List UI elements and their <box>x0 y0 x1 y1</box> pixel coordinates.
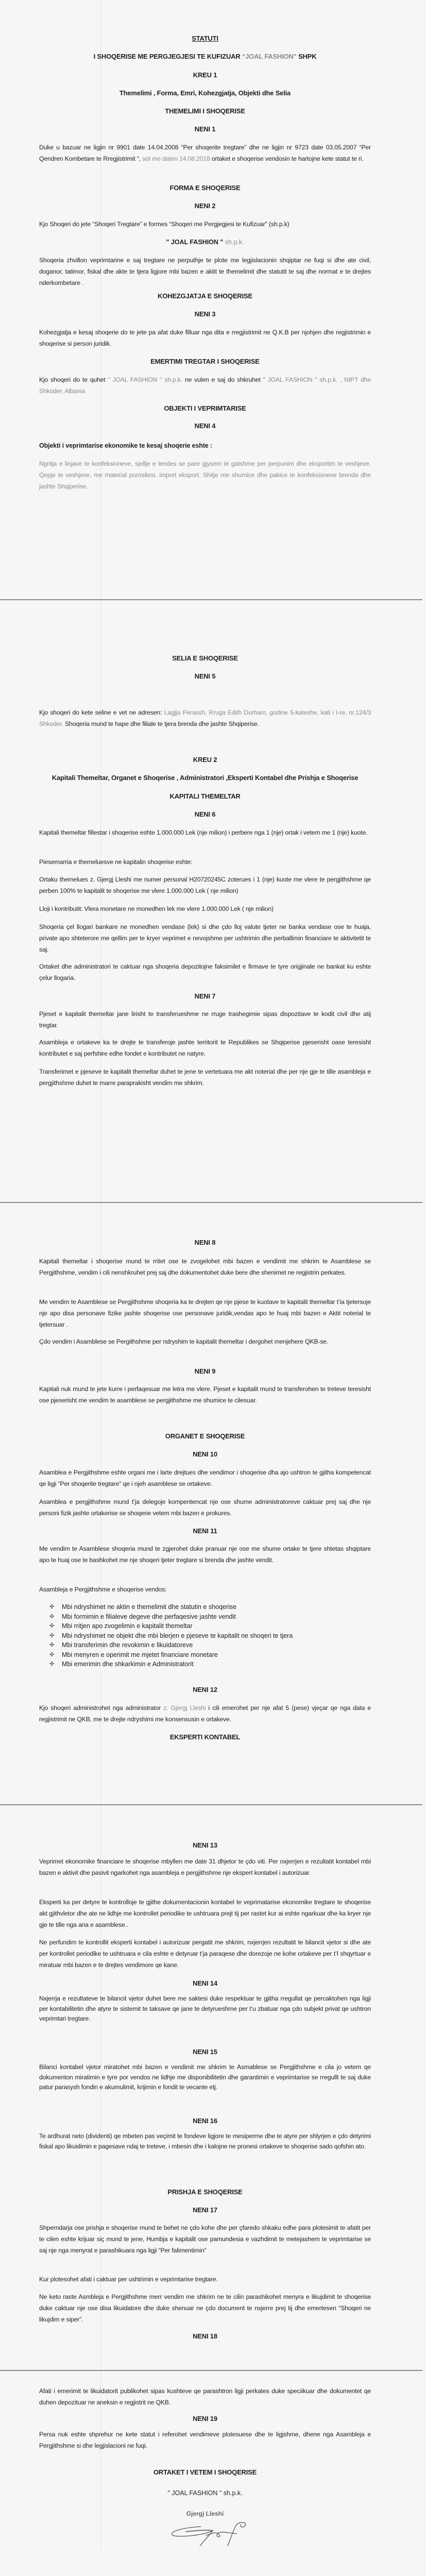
diamond-bullet-icon: ✣ <box>49 1661 55 1667</box>
article-heading: NENI 11 <box>193 1527 217 1535</box>
article-paragraph: Kapitali themeltar i shoqerise mund te rritet ose te zvogelohet mbi bazen e vendimit me shkrim te Asamblese se Pergjithshme, vendim i cili nenshkruhet prej saj dhe dokumentohet duke bere dhe shenimet ne regjistrin perkates. <box>39 1258 371 1276</box>
list-item-text: Mbi transferimin dhe revokimin e likuidatoreve <box>62 1641 193 1649</box>
text: ortaket e shoqerise vendosin te hartojne kete statut te ri. <box>210 155 364 162</box>
administrator-name: z. Gjergj Lleshi <box>163 1704 206 1711</box>
section-heading: SELIA E SHOQERISE <box>172 654 238 662</box>
article-paragraph: Asambleja e ortakeve ka te drejte te transferoje jashte territorit te Republikes se Shqiperise pjeserisht oase teresisht kontributet e saj perfshire edhe fondet e kontributet ne natyre. <box>39 1039 371 1057</box>
section-heading: KOHEZGJATJA E SHOQERISE <box>158 292 252 300</box>
diamond-bullet-icon: ✣ <box>49 1623 55 1629</box>
company-name: “JOAL FASHION" <box>242 53 297 60</box>
article-heading: NENI 9 <box>194 1367 216 1375</box>
text: i cili emerohet per nje afat 5 (pese) vjeçar qe nga data e regjistrimit ne QKB, me te drejte ndryshimi me konsensusin e ortakeve. <box>39 1704 371 1723</box>
article-paragraph: Ortaket dhe administratori te caktuar nga shoqeria depozitojne faksimilet e firmave te tyre origjinale ne bankat ku eshte çelur llogaria. <box>39 963 371 981</box>
section-heading: ORGANET E SHOQERISE <box>165 1432 245 1440</box>
chapter-title: Kapitali Themeltar, Organet e Shoqerise , Administratori ,Eksperti Kontabel dhe Prishja e Shoqerise <box>52 774 359 782</box>
list-item-text: Mbi menyren e operimit me mjetet financiare monetare <box>62 1651 218 1658</box>
article-heading: NENI 6 <box>194 810 216 818</box>
section-heading: THEMELIMI I SHOQERISE <box>165 107 245 115</box>
list-item-text: Mbi emerimin dhe shkarkimin e Administratorit <box>62 1660 194 1668</box>
list-item-text: Mbi ndryshimet ne objekt dhe mbi blerjen e pjeseve te kapitalit ne shoqeri te tjera <box>62 1632 293 1639</box>
article-heading: NENI 18 <box>193 2332 217 2340</box>
subtitle-text: I SHOQERISE ME PERGJEGJESI TE KUFIZUAR <box>93 53 242 60</box>
article-paragraph: Transferimet e pjeseve te kapitalit themeltar duhet te jene te vertetuara me akt noterial dhe per nje gje te tille asambleja e pergjithshme duhet te marre paraprakisht vendim me shkrim. <box>39 1068 371 1087</box>
article-paragraph <box>39 142 371 164</box>
page-break <box>0 1804 422 1805</box>
company-name-line: " JOAL FASHION " sh.p.k. <box>167 2489 243 2497</box>
section-heading: EMERTIMI TREGTAR I SHOQERISE <box>150 358 260 365</box>
section-heading: PRISHJA E SHOQERISE <box>167 2188 243 2196</box>
article-paragraph: Persa nuk eshte shprehur ne kete statut i referohet vendimeve plotesuese dhe te ligjshme, dhene nga Asambleja e Pergjithshme si dhe legjislacioni ne fuqi. <box>39 2431 371 2449</box>
document-subtitle <box>39 52 371 61</box>
article-paragraph: Nxjerrja e rezultateve te bilancit vjetor duhet bere me saktesi duke respektuar te gjitha rregullat qe percaktohen nga ligji per kontabilitetin dhe atyre te sistemit te taksave qe jane te detyrueshme per t’u zbatuar nga çdo subjekt privat qe ushtron veprimtari tregtare. <box>39 1995 371 2022</box>
section-heading: FORMA E SHOQERISE <box>169 184 241 192</box>
article-heading: NENI 15 <box>193 2048 217 2056</box>
article-paragraph: Lloji i kontributit: Vlera monetare ne monedhen lek me vlere 1.000.000 Lek ( nje milion) <box>39 905 274 912</box>
signatory-name: Gjergj Lleshi <box>186 2510 224 2517</box>
article-paragraph: Ortaku themelues z. Gjergj Lleshi me numer personal H20720245C zoterues i 1 (nje) kuote me vlere te pergjithshme qe perben 100% te kapitalit te shoqerise me vlere 1.000.000 Lek ( nje milion) <box>39 876 371 894</box>
article-heading: NENI 14 <box>193 1979 217 1987</box>
article-heading: NENI 13 <box>193 1841 217 1849</box>
company-suffix: sh.p.k. <box>223 239 244 246</box>
article-paragraph <box>39 1702 371 1725</box>
article-paragraph <box>39 707 371 730</box>
list-item <box>49 1631 369 1641</box>
company-name-line <box>39 238 371 247</box>
decisions-list <box>49 1602 369 1669</box>
section-heading: ORTAKET I VETEM I SHOQERISE <box>153 2468 257 2476</box>
text: ne vulen e saj do shkruhet <box>182 376 263 383</box>
article-heading: NENI 12 <box>193 1686 217 1693</box>
article-paragraph: Asambleja e Pergjithshme e shoqerise vendos: <box>39 1586 167 1593</box>
article-heading: NENI 19 <box>193 2415 217 2422</box>
text: Kjo shoqeri do kete seline e vet ne adresen: <box>39 709 164 716</box>
article-paragraph: Pjeset e kapitalit themeltar jane lirisht te transferueshme ne rruge trashegimie sipas dispozitave te kodit civil dhe atij tregtar. <box>39 1010 371 1029</box>
article-paragraph: Asamblea e Pergjithshme eshte organi me i larte drejtues dhe vendimor i shoqerise dha ajo ushtron te gjitha kompetencat qe ligji “Per shoqerite tregtare" qe i njeh asamblese se ortakeve. <box>39 1469 371 1487</box>
diamond-bullet-icon: ✣ <box>49 1642 55 1648</box>
article-paragraph: Afati i emerimit te likuidatorit publikohet sipas kushteve qe parashtron ligji perkates duke speciikuar dhe dokumentet qe duhen depozituar ne aneksin e regjistrit ne QKB. <box>39 2387 371 2406</box>
page-break <box>0 2370 422 2371</box>
article-heading: NENI 7 <box>194 992 216 1000</box>
article-paragraph: Shperndarja ose prishja e shoqerise mund te behet ne çdo kohe dhe per çfaredo shkaku edhe para plotesimit te afatit per te cilen eshte krijuar siç mund te jene, Humbja e kapitalit ose pamundesia e vazhdimit te metejashem te veprimtarise se saj nje nga menyrat e parashikuara nga ligji “Per falimentimin” <box>39 2224 371 2254</box>
article-paragraph: Kohezgjatja e kesaj shoqerie do te jete pa afat duke filluar nga dita e rregjistrimit ne Q.K.B per njohjen dhe regjistrimin e shoqerise si person juridik. <box>39 329 371 347</box>
article-paragraph: Bilanci kontabel vjetor miratohet mbi bazen e vendimit me shkrim te Asmablese se Pergjithshme e cila jo vetem qe dokumenton miratimin e tyre por vendos ne lidhje me disponibilitetin dhe garantimin e veprimtarise se rregullt te saj duke patur parasysh fondin e akumulimit, krijimin e fondit te vecante etj. <box>39 2063 371 2091</box>
article-heading: NENI 2 <box>194 202 216 210</box>
article-heading: NENI 3 <box>194 310 216 318</box>
article-paragraph: Te ardhurat neto (dividenti) qe mbeten pas veçimit te fondeve ligjore te mesiperme dhe te atyre per shlyrjen e çdo detyrimi fiskal apo likuidimin e pagesave ndaj te treteve, i mbesin dhe i kalojne ne pronesi ortakeve te shoqerise sado qofshin ato. <box>39 2132 371 2150</box>
article-paragraph: Kapitali themeltar fillestar i shoqerise eshte 1.000.000 Lek (nje milion) i perbere nga 1 (nje) ortak i vetem me 1 (nje) kuote. <box>39 829 368 836</box>
article-paragraph <box>39 374 371 397</box>
handwritten-signature <box>170 2520 252 2554</box>
company-name: " JOAL FASHION " sh.p.k. <box>108 376 183 383</box>
address-field: Lagjja Perassh, Rruga Edith Durham, godine 5-kateshe, kati i I-re, nr.124/3 Shkoder. <box>39 709 371 727</box>
chapter-heading: KREU 1 <box>193 71 217 79</box>
article-paragraph: Ne keto raste Asmbleja e Pergjithshme merr vendim me shkrim ne te cilin parashikohet menyra e likujdimit te shoqerise duke caktuar nje ose disa likuidatore dhe duke shenuar ne çdo document te nxjerre prej tij dhe emertesen “Shoqeri ne likujdim e siper”. <box>39 2293 371 2323</box>
diamond-bullet-icon: ✣ <box>49 1613 55 1620</box>
article-heading: NENI 1 <box>194 125 216 133</box>
diamond-bullet-icon: ✣ <box>49 1632 55 1639</box>
text: Kjo shoqeri do te quhet <box>39 376 108 383</box>
article-paragraph: Kur plotesohet afati i caktuar per ushtrimin e veprimtarise tregtare. <box>39 2276 218 2283</box>
company-name: " JOAL FASHION " <box>166 239 224 246</box>
article-lead: Objekti i veprimtarise ekonomike te kesaj shoqerie eshte : <box>39 442 212 449</box>
subtitle-suffix: SHPK <box>296 53 317 60</box>
text: Kjo shoqeri administrohet nga administrator <box>39 1704 164 1711</box>
section-heading: EKSPERTI KONTABEL <box>169 1733 241 1741</box>
chapter-heading: KREU 2 <box>193 756 217 764</box>
section-heading: OBJEKTI I VEPRIMTARISE <box>164 404 246 412</box>
list-item-text: Mbi formimin e filialeve degeve dhe perfaqesive jashte vendit <box>62 1613 236 1620</box>
text: Duke u bazuar ne ligjin nr 9901 date 14.04.2008 “Per shoqerite tregtare” dhe ne ligjin nr 9723 date 03.05.2007 “Per Qendren Kombetare te Rregjistrimit “, <box>39 144 371 162</box>
stamp-text: " JOAL FASHION " sh.p.k. , NIPT dhe Shkoder, Albania <box>39 376 371 395</box>
article-paragraph: Kapitali nuk mund te jete kurre i perfaqesuar me letra me vlere. Pjeset e kapitalit mund te transferohen te treteve teresisht ose pjeserisht me vendim te asamblese se pergjithshme me shumice te cilesuar. <box>39 1385 371 1404</box>
article-paragraph: Çdo vendim i Asamblese se Pergithshme per ndryshim te kapitalit themeltar i dergohet menjehere QKB-se. <box>39 1338 329 1345</box>
article-paragraph: Veprimet ekonomike financiare te shoqerise mbyllen me date 31 dhjetor te çdo viti. Per nxjerrjen e rezultatit kontabel mbi bazen e aktivit dhe pasivit ngarkohet nga asambleja e pergjithshme nje ekspert kontabel i autorizuar. <box>39 1858 371 1876</box>
article-paragraph: Asamblea e pergjithshme mund t’ja delegoje kompentencat nje ose shume administratoreve caktuar prej saj dhe nje personi fizik jashte ortakerise se shoqerie vetem mbi bazen e prokures. <box>39 1498 371 1517</box>
list-item <box>49 1659 369 1669</box>
article-paragraph: Me vendim te Asamblese shoqeria mund te zgjerohet duke pranuar nje ose me shume ortake te tjere shtetas shqiptare apo te huaj ose te bashkohet me nje shoqeri tjeter tregtare si brenda dhe jashte vendit. <box>39 1545 371 1564</box>
list-item-text: Mbi rritjen apo zvogelimin e kapitalit themeltar <box>62 1622 193 1630</box>
date-field: sot me daten 14.08.2018 <box>142 155 210 162</box>
article-heading: NENI 17 <box>193 2206 217 2214</box>
article-heading: NENI 16 <box>193 2117 217 2125</box>
text: Shoqeria mund te hape dhe filiale te tjera brenda dhe jashte Shqiperise. <box>63 720 259 727</box>
page-break <box>0 1202 422 1203</box>
list-item <box>49 1602 369 1612</box>
article-heading: NENI 8 <box>194 1239 216 1246</box>
article-paragraph: Ne perfundim te kontrollit eksperti kontabel i autorizuar pergatit me shkrim, nxjerrjen rezultatit te bilancit vjetor si dhe ate per kontrollet periodike te ushtruara e cila eshte e detyruar t’ja paraqese dhe dorezoje ne kohe ortakeve per t’I shqyrtuar e miratuar mbi bazen e te drejtes vendimore qe kane. <box>39 1939 371 1969</box>
list-item <box>49 1650 369 1660</box>
article-paragraph: Me vendim te Asamblese se Pergjithshme shoqeria ka te drejten qe nje pjese te kuotave te kapitalit themeltar t’ia tjetersoje nje apo disa personave fizike jashte shoqerise ose personave juridik,vendas apo te huaj mbi bazen e Aktit noterial te tjetersuar . <box>39 1298 371 1328</box>
diamond-bullet-icon: ✣ <box>49 1651 55 1658</box>
article-paragraph: Ngritja e linjave te konfeksioneve, sjellje e lendes se pare gjysem te gatshme per perpunim dhe eksportim te veshjeve. Qepje te veshjeve, me material porositesi, import eksport. Shitje me shumice dhe pakice te konfeksioneve brenda dhe jashte Shqiperise. <box>39 460 371 490</box>
article-paragraph: Shoqeria çel llogari bankare ne monedhen vendase (lek) si dhe çdo lloj valute tjeter ne banka vendase ose te huaja, private apo shteterore me qellim per te kryer veprimet e nevojshme per ushtrimin dhe perballimin financiare te aktivitetit te saj. <box>39 923 371 953</box>
article-heading: NENI 10 <box>193 1450 217 1458</box>
list-item-text: Mbi ndryshimet ne aktin e themelimit dhe statutin e shoqerise <box>62 1603 237 1611</box>
list-item <box>49 1621 369 1631</box>
article-heading: NENI 4 <box>194 422 216 430</box>
article-paragraph: Eksperti ka per detyre te kontrolloje te gjithe dokumentacionin kontabel te veprimatarise ekonomike tregtare te shoqerise akt gjithvletor dhe ate ne lidhje me kontrollet periodike te ushtruara prejt tij per rastet kur ai eshte ngarkuar dhe ka kryer nje gje te tille nga ana e asamblese.. <box>39 1899 371 1928</box>
article-paragraph: Shoqeria zhvillon veprimtarine e saj tregtare ne perputhje te plote me legjislacionin shqiptar ne fuqi si dhe ate civil, doganor, tatimor, fiskal dhe akte te tjera ligjore mbi bazen e aktit te themelimit dhe statutit te saj dhe normat e te drejtes nderkombetare . <box>39 257 371 286</box>
diamond-bullet-icon: ✣ <box>49 1604 55 1610</box>
article-heading: NENI 5 <box>194 672 216 680</box>
chapter-title: Themelimi , Forma, Emri, Kohezgjatja, Objekti dhe Selia <box>119 89 291 97</box>
page-break <box>0 599 422 600</box>
document-title: STATUTI <box>192 35 218 42</box>
article-paragraph: Kjo Shoqeri do jete “Shoqeri Tregtare” e formes “Shoqeri me Pergjegjesi te Kufizuar" (sh.p.k) <box>39 221 289 228</box>
list-item <box>49 1612 369 1622</box>
article-paragraph: Piesemarria e themeluesve ne kapitalin shoqerise eshte: <box>39 858 193 866</box>
list-item <box>49 1640 369 1650</box>
section-heading: KAPITALI THEMELTAR <box>169 792 241 800</box>
